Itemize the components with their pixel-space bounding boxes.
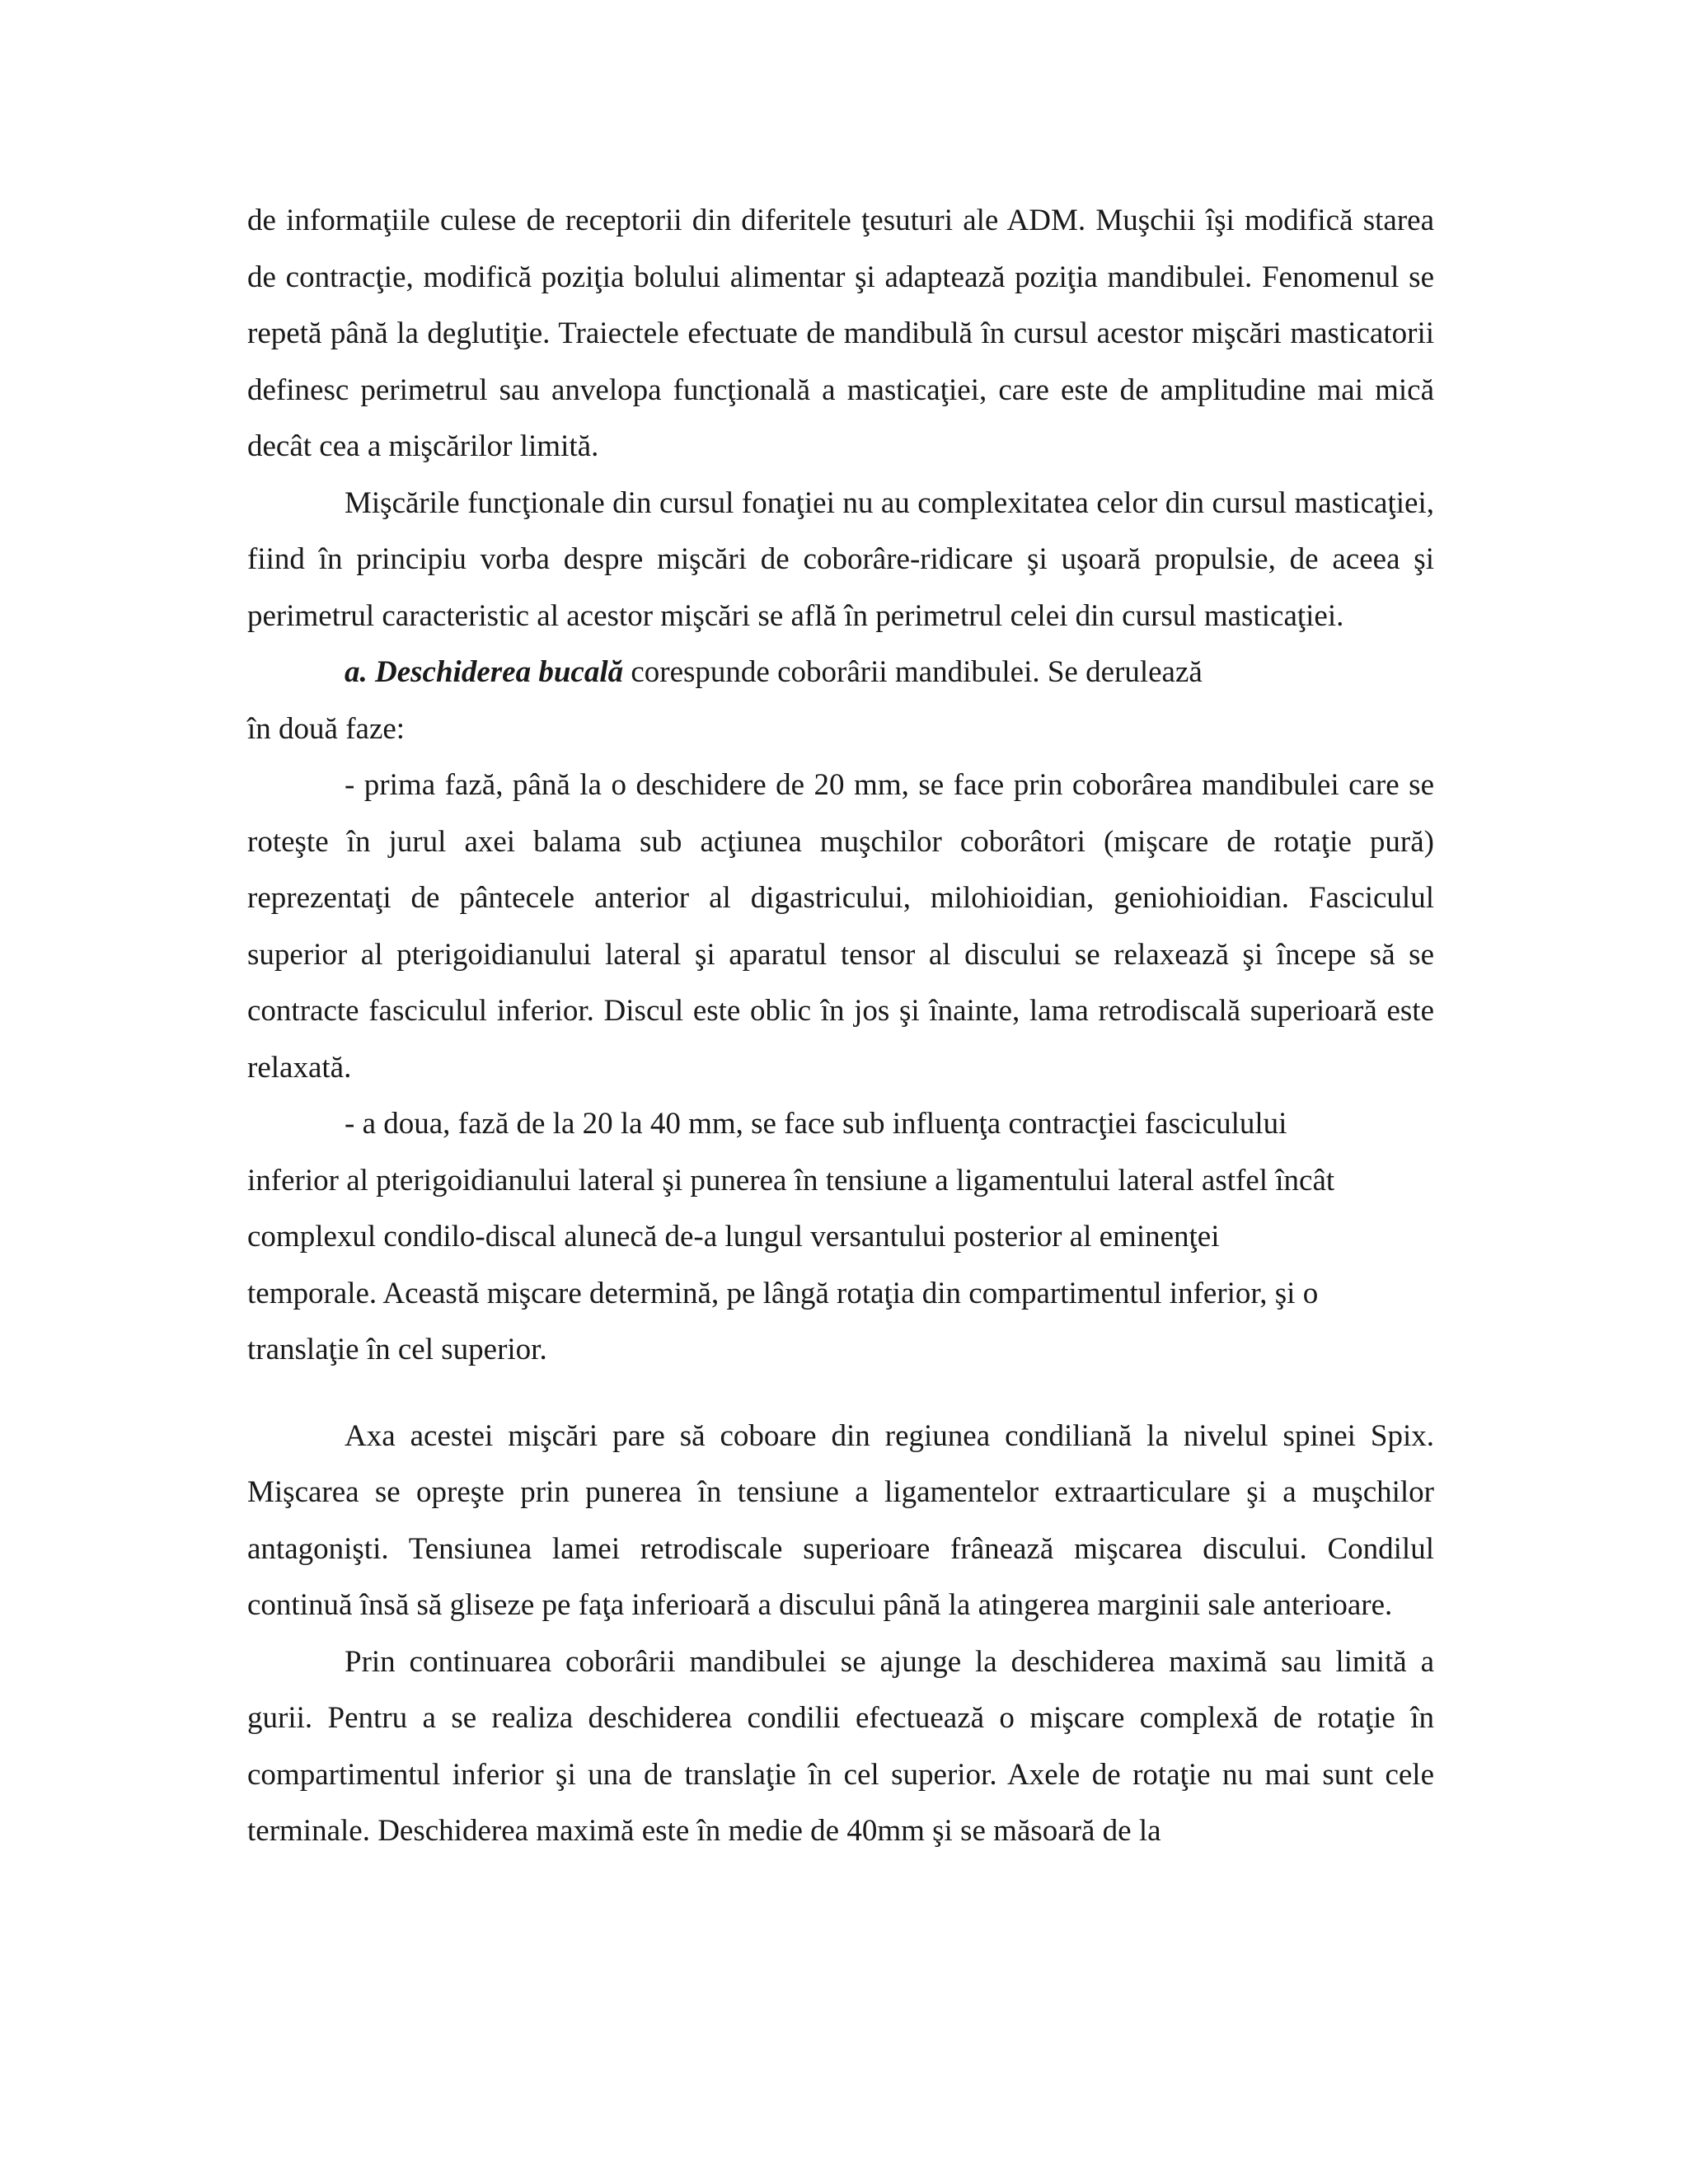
mouth-opening-intro: corespunde coborârii mandibulei. Se derulează	[623, 655, 1203, 689]
paragraph-maximum-opening: Prin continuarea coborârii mandibulei se ajunge la deschiderea maximă sau limită a gurii. Pentru a se realiza deschiderea condilii efectuează o mişcare complexă de rotaţie în compartimentul inferior şi una de translaţie în cel superior. Axele de rotaţie nu mai sunt cele terminale. Deschiderea maximă este în medie de 40mm şi se măsoară de la	[247, 1644, 1434, 1848]
second-phase-line-3: complexul condilo-discal alunecă de-a lungul versantului posterior al eminenţei	[247, 1220, 1220, 1254]
second-phase-line-1: - a doua, fază de la 20 la 40 mm, se face sub influenţa contracţiei fasciculului	[345, 1107, 1287, 1141]
second-phase-line-5: translaţie în cel superior.	[247, 1333, 547, 1366]
paragraph-mouth-opening	[247, 644, 1434, 757]
mouth-opening-phases-line: în două faze:	[247, 711, 406, 746]
second-phase-line-4: temporale. Această mişcare determină, pe lângă rotaţia din compartimentul inferior, şi o	[247, 1276, 1319, 1310]
paragraph-movement-axis: Axa acestei mişcări pare să coboare din regiunea condiliană la nivelul spinei Spix. Mişcarea se opreşte prin punerea în tensiune a ligamentelor extraarticulare şi a muşchilor antagonişti. Tensiunea lamei retrodiscale superioare frânează mişcarea discului. Condilul continuă însă să gliseze pe faţa inferioară a discului până la atingerea marginii sale anterioare.	[247, 1418, 1434, 1622]
paragraph-phonation-movements: Mişcările funcţionale din cursul fonaţiei nu au complexitatea celor din cursul masticaţiei, fiind în principiu vorba despre mişcări de coborâre-ridicare şi uşoară propulsie, de aceea şi perimetrul caracteristic al acestor mişcări se află în perimetrul celei din cursul masticaţiei.	[247, 485, 1434, 633]
second-phase-line-2: inferior al pterigoidianului lateral şi punerea în tensiune a ligamentului lateral astfel încât	[247, 1163, 1335, 1197]
paragraph-second-phase	[247, 1096, 1434, 1379]
paragraph-masticatory-movements: de informaţiile culese de receptorii din diferitele ţesuturi ale ADM. Muşchii îşi modifică starea de contracţie, modifică poziţia bolului alimentar şi adaptează poziţia mandibulei. Fenomenul se repetă până la deglutiţie. Traiectele efectuate de mandibulă în cursul acestor mişcări masticatorii definesc perimetrul sau anvelopa funcţională a masticaţiei, care este de amplitudine mai mică decât cea a mişcărilor limită.	[247, 204, 1434, 463]
paragraph-first-phase: - prima fază, până la o deschidere de 20 mm, se face prin coborârea mandibulei care se roteşte în jurul axei balama sub acţiunea muşchilor coborâtori (mişcare de rotaţie pură) reprezentaţi de pântecele anterior al digastricului, milohioidian, geniohioidian. Fasciculul superior al pterigoidianului lateral şi aparatul tensor al discului se relaxează şi începe să se contracte fasciculul inferior. Discul este oblic în jos şi înainte, lama retrodiscală superioară este relaxată.	[247, 768, 1434, 1085]
document-page	[247, 193, 1434, 1860]
section-heading-mouth-opening: a. Deschiderea bucală	[345, 655, 624, 689]
